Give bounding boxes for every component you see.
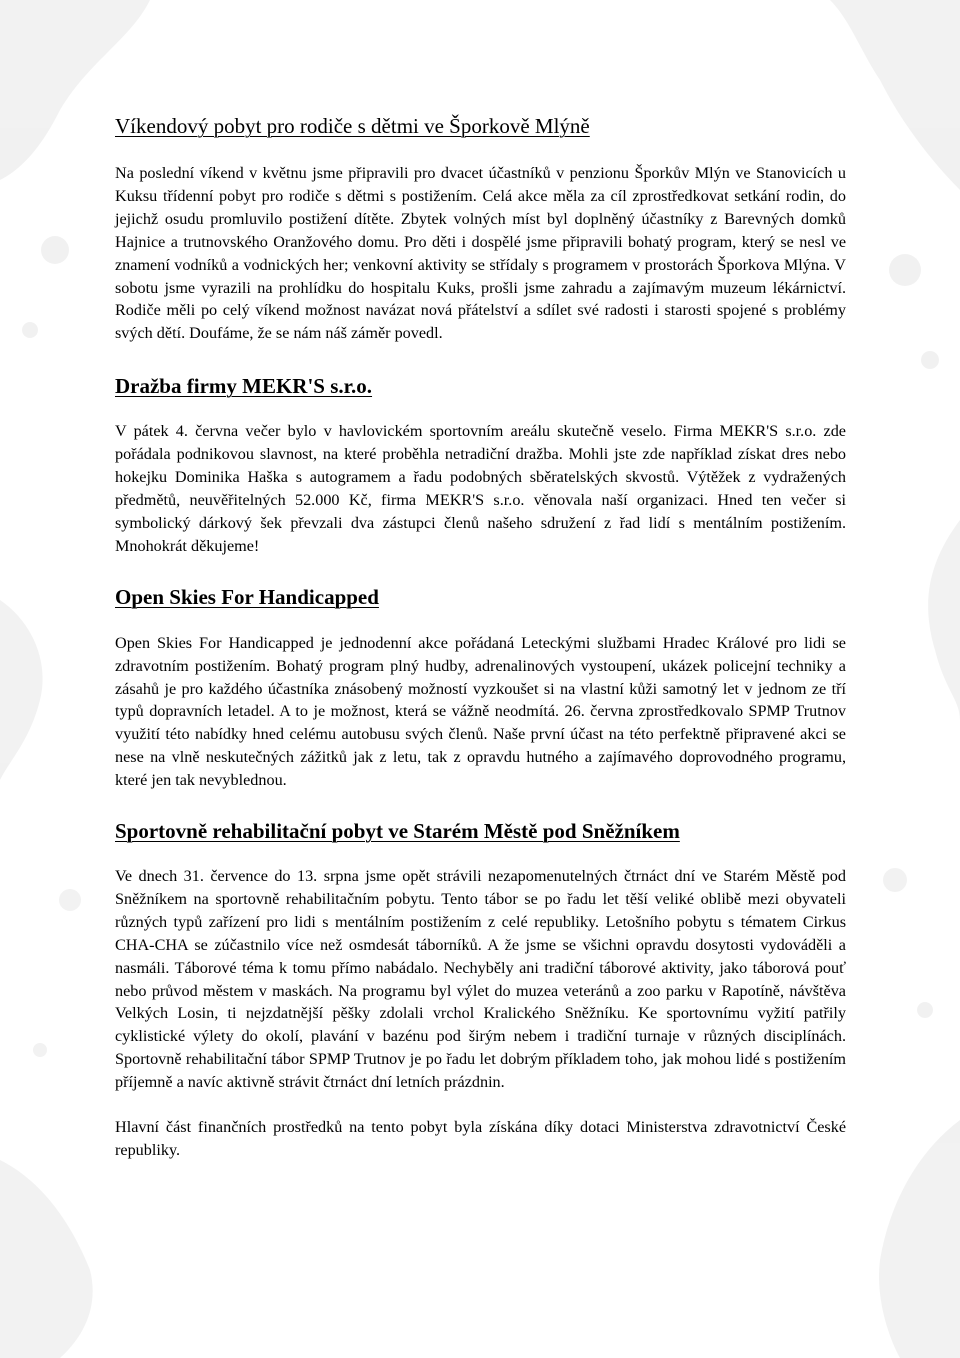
section-paragraph: Ve dnech 31. července do 13. srpna jsme opět strávili nezapomenutelných čtrnáct dní ve Starém Městě pod Sněžníkem na sportovně rehabilitačním pobytu. Tento tábor se po řadu let těší veliké oblibě mezi obyvateli různých typů zařízení pro lidi s mentálním postižením z celé republiky. Letošního pobytu s tématem Cirkus CHA-CHA se zúčastnilo více než osmdesát táborníků. A že jsme se všichni opravdu dosytosti vydováděli a nasmáli. Táborové téma k tomu přímo nabádalo. Nechyběly ani tradiční táborové aktivity, jako táborová pouť nebo průvod městem v maskách. Na programu byl výlet do muzea veteránů a zoo parku v Rapotíně, návštěva Velkých Losin, ti nejzdatnější pěšky zdolali vrchol Kralického Sněžníku. Ke sportovnímu vyžití patřily cyklistické výlety do okolí, plavání v bazénu pod širým nebem i tradiční turnaje v různých disciplínách. Sportovně rehabilitační tábor SPMP Trutnov je po řadu let dobrým příkladem toho, jak mohou lidé s postižením příjemně a navíc aktivně strávit čtrnáct dní letních prázdnin. <box>115 867 846 1092</box>
section-title: Víkendový pobyt pro rodiče s dětmi ve Šporkově Mlýně <box>115 114 590 138</box>
section-title: Dražba firmy MEKR'S s.r.o. <box>115 374 373 399</box>
section-weekend-stay <box>115 112 846 345</box>
section-paragraph: Open Skies For Handicapped je jednodenní akce pořádaná Leteckými službami Hradec Králové pro lidi se zdravotním postižením. Bohatý program plný hudby, adrenalinových vystoupení, ukázek policejní techniky a zásahů je pro každého účastníka znásobený možností vyzkoušet si na vlastní kůži samotný let v jednom ze tří typů dopravních letadel. A to je možnost, která se vážně neodmítá. 26. června zprostředkovalo SPMP Trutnov využití této nabídky hned celému autobusu svých členů. Naše první účast na této perfektně připravené akci se nese na vlně neskutečných zážitků jak z letu, tak z opravdu hutného a zajímavého doprovodného programu, které jen tak nevyblednou. <box>115 633 846 790</box>
section-paragraph: V pátek 4. června večer bylo v havlovickém sportovním areálu skutečně veselo. Firma MEKR'S s.r.o. zde pořádala podnikovou slavnost, na které proběhla netradiční dražba. Mohli jste zde například získat dres nebo hokejku Dominika Haška s autogramem a řadu podobných sběratelských skvostů. Výtěžek z vydražených předmětů, neuvěřitelných 52.000 Kč, firma MEKR'S s.r.o. věnovala naší organizaci. Hned ten večer si symbolický dárkový šek převzali dva zástupci členů našeho sdružení z řad lidí s mentálním postižením. Mnohokrát děkujeme! <box>115 422 846 555</box>
funding-note: Hlavní část finančních prostředků na tento pobyt byla získána díky dotaci Ministerstva zdravotnictví České republiky. <box>115 1118 846 1159</box>
section-auction <box>115 372 846 557</box>
section-open-skies <box>115 583 846 792</box>
section-title: Sportovně rehabilitační pobyt ve Starém Městě pod Sněžníkem <box>115 819 680 844</box>
section-paragraph: Na poslední víkend v květnu jsme připravili pro dvacet účastníků v penzionu Šporkův Mlýn ve Stanovicích u Kuksu třídenní pobyt pro rodiče s dětmi s postižením. Celá akce měla za cíl zprostředkovat setkání rodin, do jejichž osudu promluvilo postižení dítěte. Zbytek volných míst byl doplněný účastníky z Barevných domků Hajnice a trutnovského Oranžového domu. Pro děti i dospělé jsme připravili bohatý program, který se nesl ve znamení vodníků a vodnických her; venkovní aktivity se střídaly s programem v prostorách Šporkova Mlýna. V sobotu jsme vyrazili na prohlídku do hospitalu Kuks, prošli jsme zahradu a zajímavým muzeum lékárnictví. Rodiče měli po celý víkend možnost navázat nová přátelství a sdílet své radosti i starosti spojené s problémy svých dětí. Doufáme, že se nám náš záměr povedl. <box>115 164 846 343</box>
section-title: Open Skies For Handicapped <box>115 584 379 609</box>
article-page <box>115 112 846 1162</box>
section-rehab-stay <box>115 817 846 1162</box>
